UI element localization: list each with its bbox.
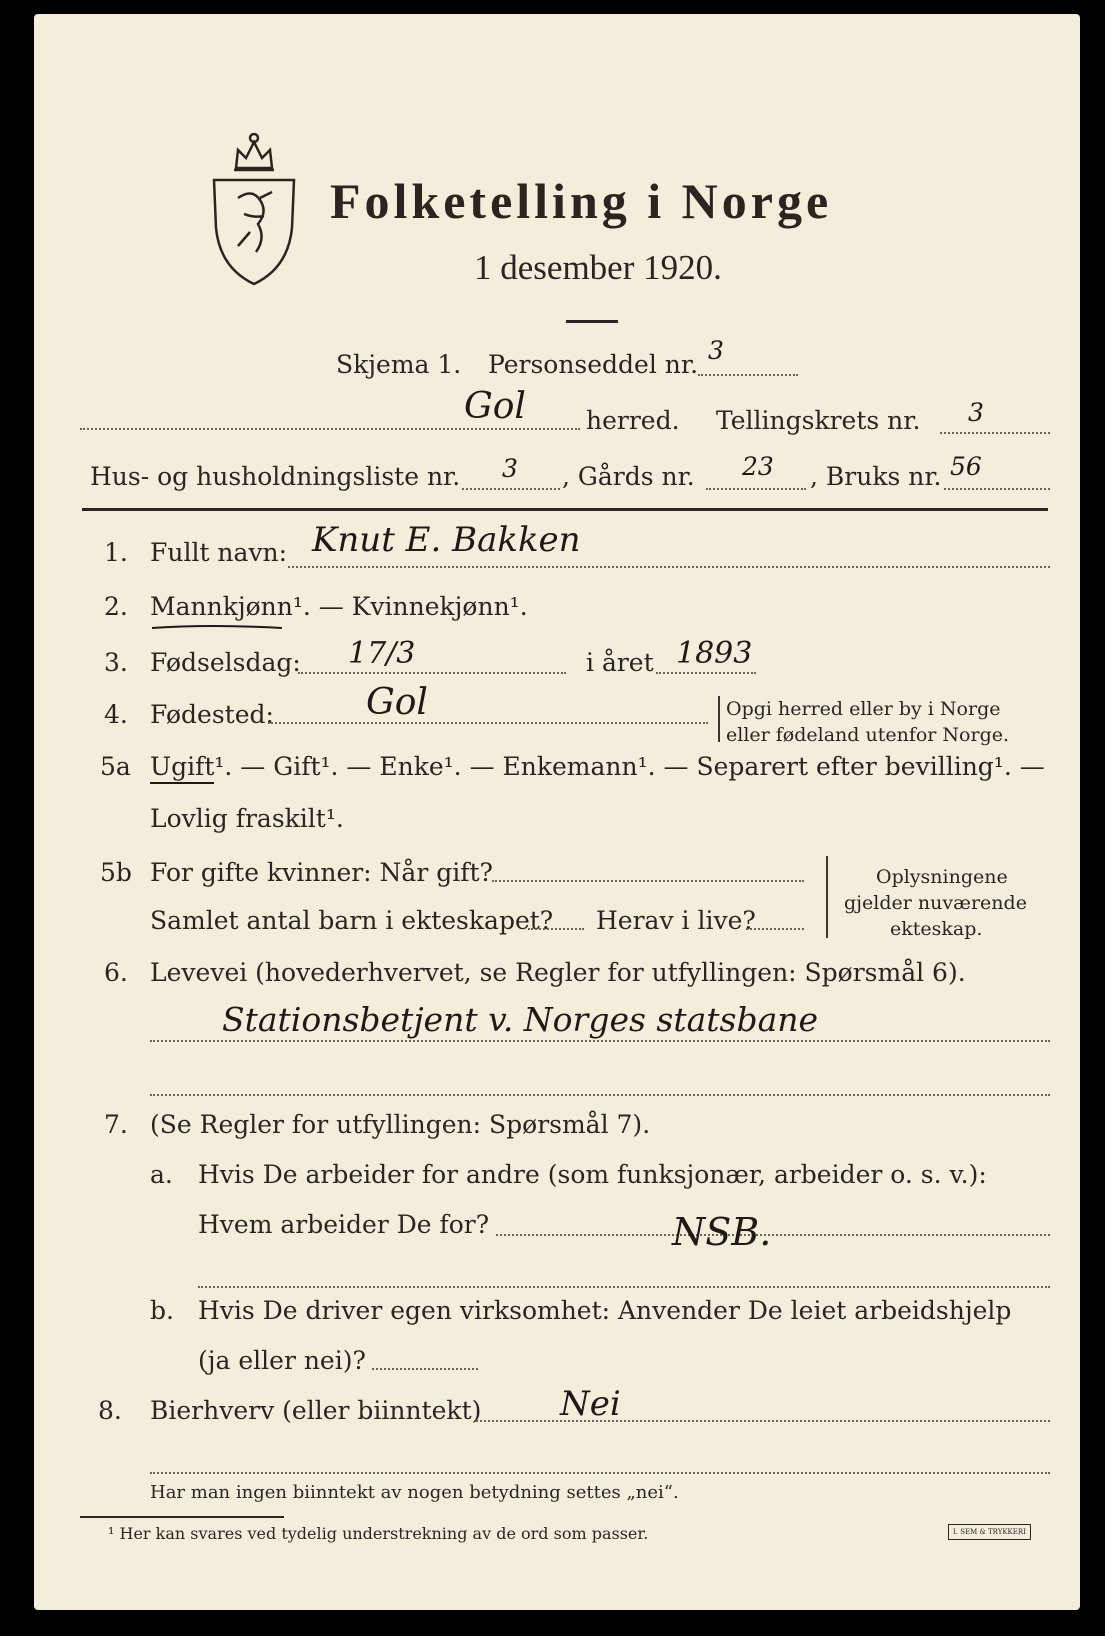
header-divider: [82, 508, 1048, 511]
skjema-label: Skjema 1.: [336, 350, 462, 379]
printer-stamp: I. SEM & TRYKKERI: [948, 1524, 1031, 1540]
side-income-value[interactable]: Nei: [560, 1384, 621, 1424]
tellingskrets-line: [940, 432, 1050, 434]
birthday-line: [298, 672, 566, 674]
q5b-note-2: gjelder nuværende: [844, 892, 1027, 914]
occupation-value[interactable]: Stationsbetjent v. Norges statsbane: [222, 1000, 819, 1039]
q5a-number: 5a: [100, 752, 131, 781]
marital-status-options-2: Lovlig fraskilt¹.: [150, 804, 344, 833]
title-divider: [566, 320, 618, 323]
q5b-label-3: Herav i live?: [596, 906, 756, 935]
q3-number: 3.: [104, 648, 128, 677]
q8-line-1: [476, 1420, 1050, 1422]
q1-label: Fullt navn:: [150, 538, 288, 567]
occupation-line-1: [150, 1040, 1050, 1042]
q7b-line: [372, 1368, 478, 1370]
q7a-text: Hvis De arbeider for andre (som funksjonær, arbeider o. s. v.):: [198, 1160, 987, 1189]
q5b-number: 5b: [100, 858, 132, 887]
mannkjonn-underline: [150, 622, 290, 634]
q7b-label: (ja eller nei)?: [198, 1346, 366, 1375]
q4-label: Fødested:: [150, 700, 274, 729]
q7a-number: a.: [150, 1160, 173, 1189]
q7-text: (Se Regler for utfyllingen: Spørsmål 7).: [150, 1110, 651, 1139]
tellingskrets-value[interactable]: 3: [968, 398, 984, 427]
q6-number: 6.: [104, 958, 128, 987]
q1-number: 1.: [104, 538, 128, 567]
personseddel-line: [698, 374, 798, 376]
herred-value[interactable]: Gol: [464, 386, 526, 427]
herred-label: herred.: [586, 406, 680, 435]
sex-options: Mannkjønn¹. — Kvinnekjønn¹.: [150, 592, 528, 621]
q8-label: Bierhverv (eller biinntekt): [150, 1396, 482, 1425]
q8-line-2: [150, 1472, 1050, 1474]
personseddel-value[interactable]: 3: [708, 336, 724, 365]
marital-status-options: Ugift¹. — Gift¹. — Enke¹. — Enkemann¹. — Separert efter bevilling¹. —: [150, 752, 1045, 781]
birth-year-value[interactable]: 1893: [676, 636, 753, 671]
hus-label: Hus- og husholdningsliste nr.: [90, 462, 461, 491]
q4-note-2: eller fødeland utenfor Norge.: [726, 724, 1010, 746]
q6-text: Levevei (hovederhvervet, se Regler for utfyllingen: Spørsmål 6).: [150, 958, 966, 987]
bruks-label: , Bruks nr.: [810, 462, 942, 491]
full-name-value[interactable]: Knut E. Bakken: [312, 520, 581, 560]
census-date: 1 desember 1920.: [474, 248, 722, 287]
q2-number: 2.: [104, 592, 128, 621]
q7a-line-1: [496, 1234, 1050, 1236]
hus-line: [462, 488, 560, 490]
q7b-text: Hvis De driver egen virksomhet: Anvender De leiet arbeidshjelp: [198, 1296, 1012, 1325]
q7a-label: Hvem arbeider De for?: [198, 1210, 490, 1239]
employer-value[interactable]: NSB.: [672, 1210, 772, 1254]
birthplace-line: [268, 722, 708, 724]
hus-value[interactable]: 3: [502, 454, 518, 483]
q5b-note-brace: [826, 856, 828, 938]
herred-line: [80, 428, 580, 430]
birth-year-line: [656, 672, 756, 674]
footnote-divider: [80, 1516, 284, 1518]
birthplace-value[interactable]: Gol: [366, 682, 428, 723]
footnote: ¹ Her kan svares ved tydelig understrekning av de ord som passer.: [108, 1524, 649, 1543]
q4-note-brace: [718, 696, 720, 742]
q5b-label-2: Samlet antal barn i ekteskapet?: [150, 906, 554, 935]
q5b-note-1: Oplysningene: [876, 866, 1008, 888]
q5b-label-1: For gifte kvinner: Når gift?: [150, 858, 493, 887]
tellingskrets-label: Tellingskrets nr.: [716, 406, 921, 435]
ugift-underline: [150, 782, 214, 784]
q5b-line-3: [746, 928, 804, 930]
q1-line: [288, 566, 1050, 568]
bruks-value[interactable]: 56: [950, 452, 982, 481]
q4-note-1: Opgi herred eller by i Norge: [726, 698, 1001, 720]
personseddel-label: Personseddel nr.: [488, 350, 699, 379]
q7a-line-2: [198, 1286, 1050, 1288]
q8-number: 8.: [98, 1396, 122, 1425]
coat-of-arms-icon: [208, 128, 300, 288]
birthday-value[interactable]: 17/3: [348, 636, 416, 671]
q7-number: 7.: [104, 1110, 128, 1139]
occupation-line-2: [150, 1094, 1050, 1096]
q4-number: 4.: [104, 700, 128, 729]
gards-value[interactable]: 23: [742, 452, 774, 481]
gards-label: , Gårds nr.: [562, 462, 695, 491]
form-title: Folketelling i Norge: [330, 173, 833, 229]
q7b-number: b.: [150, 1296, 174, 1325]
q5b-line-1: [492, 880, 804, 882]
q5b-line-2: [528, 928, 584, 930]
bruks-line: [944, 488, 1050, 490]
year-label: i året: [586, 648, 654, 677]
q5b-note-3: ekteskap.: [890, 918, 983, 940]
q3-label: Fødselsdag:: [150, 648, 301, 677]
footer-note: Har man ingen biinntekt av nogen betydning settes „nei“.: [150, 1482, 679, 1503]
gards-line: [706, 488, 806, 490]
